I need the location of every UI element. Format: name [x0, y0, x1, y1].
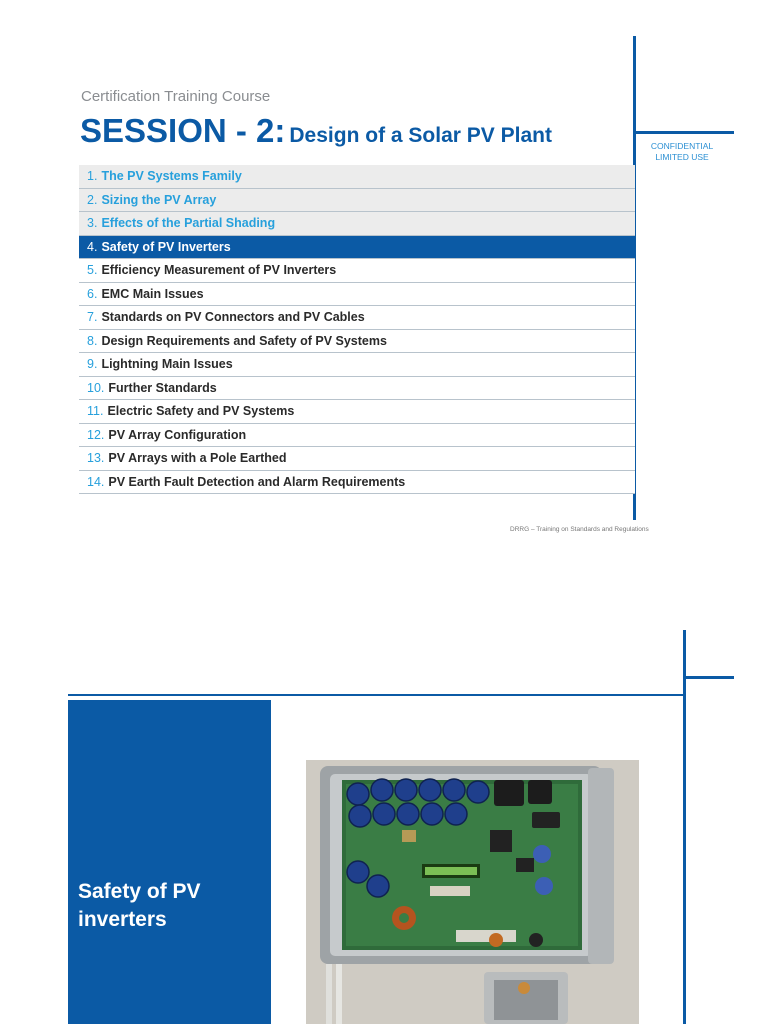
session-subtitle: Design of a Solar PV Plant	[289, 124, 552, 147]
toc-number: 4.	[87, 239, 98, 254]
toc-item-9[interactable]	[79, 353, 635, 377]
divider-vertical	[683, 630, 686, 1024]
toc-label: Lightning Main Issues	[101, 357, 233, 372]
toc-label: Further Standards	[108, 380, 217, 395]
section-title-panel	[68, 700, 271, 1024]
toc-label: Electric Safety and PV Systems	[107, 404, 295, 419]
toc-item-4-active[interactable]	[79, 236, 635, 260]
slide-footer: DRRG – Training on Standards and Regulations	[510, 526, 649, 533]
toc-number: 14.	[87, 474, 105, 489]
toc-label: The PV Systems Family	[101, 169, 242, 184]
toc-number: 5.	[87, 263, 98, 278]
toc-number: 3.	[87, 216, 98, 231]
toc-item-6[interactable]	[79, 283, 635, 307]
session-title	[80, 112, 552, 150]
section-title: Safety of PV inverters	[78, 880, 201, 931]
toc-number: 13.	[87, 451, 105, 466]
toc-number: 8.	[87, 333, 98, 348]
session-number: SESSION - 2:	[80, 112, 286, 149]
toc-label: PV Array Configuration	[108, 427, 247, 442]
toc-item-13[interactable]	[79, 447, 635, 471]
toc-label: Sizing the PV Array	[101, 192, 217, 207]
toc-number: 10.	[87, 380, 105, 395]
toc-number: 7.	[87, 310, 98, 325]
toc-item-12[interactable]	[79, 424, 635, 448]
toc-item-3[interactable]	[79, 212, 635, 236]
limited-use-line: LIMITED USE	[655, 152, 709, 162]
toc-number: 2.	[87, 192, 98, 207]
toc-item-5[interactable]	[79, 259, 635, 283]
confidential-notice	[640, 141, 724, 163]
toc-number: 12.	[87, 427, 105, 442]
course-title: Certification Training Course	[81, 88, 271, 105]
divider-horizontal	[633, 131, 734, 134]
slide-section	[0, 560, 768, 1024]
toc-label: Design Requirements and Safety of PV Systems	[101, 333, 387, 348]
toc-number: 1.	[87, 169, 98, 184]
confidential-line: CONFIDENTIAL	[650, 141, 714, 151]
toc-label: Safety of PV Inverters	[101, 239, 231, 254]
toc-item-10[interactable]	[79, 377, 635, 401]
toc-item-14[interactable]	[79, 471, 635, 495]
toc-number: 9.	[87, 357, 98, 372]
toc-item-2[interactable]	[79, 189, 635, 213]
toc-item-7[interactable]	[79, 306, 635, 330]
toc-label: Efficiency Measurement of PV Inverters	[101, 263, 337, 278]
toc-label: EMC Main Issues	[101, 286, 204, 301]
inverter-photo	[306, 760, 639, 1024]
divider-horizontal-right	[683, 676, 734, 679]
toc-number: 11.	[87, 404, 104, 419]
table-of-contents	[79, 165, 635, 494]
toc-item-1[interactable]	[79, 165, 635, 189]
toc-item-11[interactable]	[79, 400, 635, 424]
toc-label: Standards on PV Connectors and PV Cables	[101, 310, 365, 325]
divider-horizontal-top	[68, 694, 684, 696]
toc-label: Effects of the Partial Shading	[101, 216, 276, 231]
inverter-photo-illustration	[306, 760, 639, 1024]
toc-label: PV Earth Fault Detection and Alarm Requirements	[108, 474, 406, 489]
toc-item-8[interactable]	[79, 330, 635, 354]
toc-number: 6.	[87, 286, 98, 301]
toc-label: PV Arrays with a Pole Earthed	[108, 451, 287, 466]
